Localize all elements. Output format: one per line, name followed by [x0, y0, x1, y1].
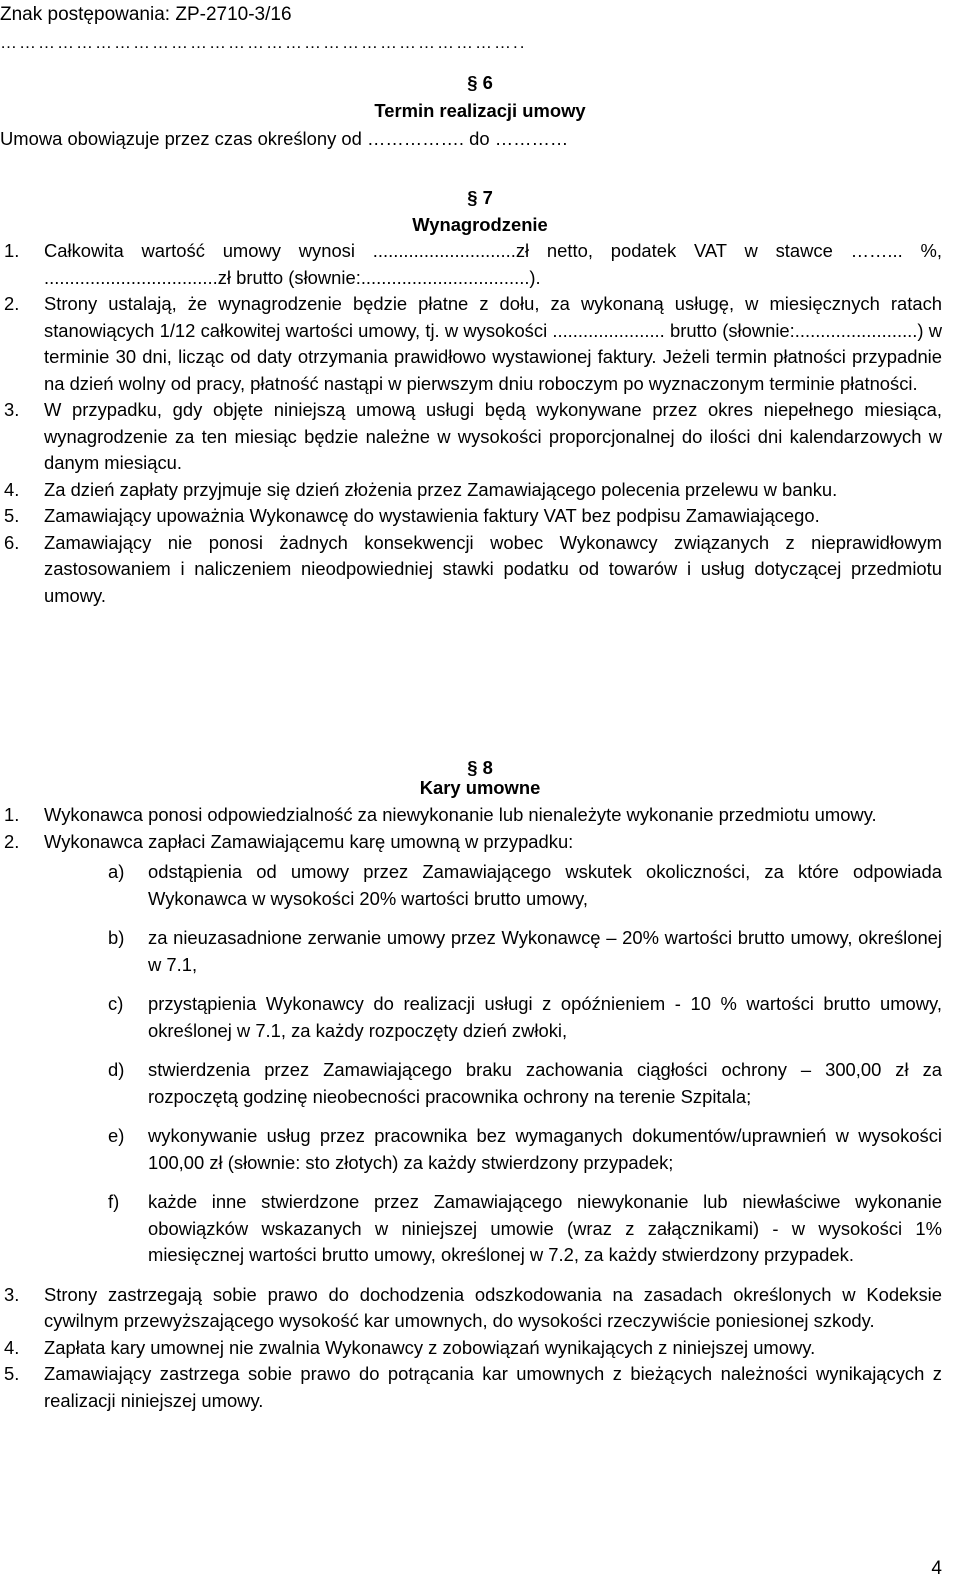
sub-item-text: każde inne stwierdzone przez Zamawiającego niewykonanie lub niewłaściwe wykonanie obowiązków wskazanych w niniejszej umowie (wraz z załącznikami) - w wysokości 1% miesięcznej wartości brutto umowy, określonej w 7.2, za każdy stwierdzony przypadek.: [148, 1191, 942, 1265]
paragraph-sign-icon: §: [467, 187, 478, 208]
list-item: [0, 397, 942, 477]
item-number: 6.: [4, 531, 20, 553]
paragraph-sign-icon: §: [467, 757, 478, 778]
item-number: 2.: [4, 293, 20, 314]
section-8-list: [0, 802, 942, 1414]
list-item: [0, 1335, 942, 1362]
sub-item-letter: d): [108, 1059, 125, 1080]
sub-item-letter: c): [108, 993, 124, 1014]
sub-item-text: wykonywanie usług przez pracownika bez wymaganych dokumentów/uprawnień w wysokości 100,00 zł (słownie: sto złotych) za każdy stwierdzony przypadek;: [148, 1125, 942, 1173]
list-item: [0, 503, 942, 530]
header-dots: ………………………………………………………………………..: [0, 33, 527, 52]
list-item: [0, 829, 942, 856]
item-number: 5.: [4, 505, 20, 526]
sub-item: [0, 925, 942, 978]
section-6-number: 6: [482, 72, 493, 93]
sub-item-letter: f): [108, 1191, 120, 1212]
item-text: Wykonawca zapłaci Zamawiającemu karę umowną w przypadku:: [44, 830, 574, 852]
sub-item-text: przystąpienia Wykonawcy do realizacji usługi z opóźnieniem - 10 % wartości brutto umowy, określonej w 7.1, za każdy rozpoczęty dzień zwłoki,: [148, 993, 942, 1041]
item-text: Całkowita wartość umowy wynosi ............................zł netto, podatek VAT w stawce ……... %, ..................................zł brutto (słownie:.................................).: [44, 240, 942, 288]
document-header: Znak postępowania: ZP-2710-3/16: [0, 4, 292, 25]
sub-item-text: odstąpienia od umowy przez Zamawiającego wskutek okoliczności, za które odpowiada Wykonawca w wysokości 20% wartości brutto umowy,: [148, 861, 942, 909]
sub-item-letter: b): [108, 927, 125, 948]
list-item: [0, 802, 942, 829]
list-item: [0, 291, 942, 397]
item-text: Strony zastrzegają sobie prawo do dochodzenia odszkodowania na zasadach określonych w Kodeksie cywilnym przewyższającego wysokość kar umownych, do wysokości rzeczywiście poniesionej szkody.: [44, 1283, 942, 1331]
item-number: 4.: [4, 1336, 20, 1358]
section-6-text: Umowa obowiązuje przez czas określony od ……………. do …………: [0, 128, 569, 149]
sub-item-text: za nieuzasadnione zerwanie umowy przez Wykonawcę – 20% wartości brutto umowy, określonej w 7.1,: [148, 927, 942, 975]
section-7-number: 7: [482, 187, 493, 208]
section-8-title: Kary umowne: [419, 777, 541, 798]
section-7-heading: [0, 185, 960, 212]
item-text: W przypadku, gdy objęte niniejszą umową usługi będą wykonywane przez okres niepełnego miesiąca, wynagrodzenie za ten miesiąc będzie należne w wysokości proporcjonalnej do ilości dni kalendarzowych w danym miesiącu.: [44, 399, 942, 473]
sub-item-letter: a): [108, 861, 125, 882]
list-item: [0, 238, 942, 291]
section-6-heading: [0, 70, 960, 97]
item-text: Za dzień zapłaty przyjmuje się dzień złożenia przez Zamawiającego polecenia przelewu w banku.: [44, 478, 838, 500]
item-number: 5.: [4, 1363, 20, 1384]
item-text: Zamawiający zastrzega sobie prawo do potrącania kar umownych z bieżących należności wynikających z realizacji niniejszej umowy.: [44, 1363, 942, 1411]
item-text: Zamawiający upoważnia Wykonawcę do wystawienia faktury VAT bez podpisu Zamawiającego.: [44, 505, 820, 526]
item-text: Zapłata kary umownej nie zwalnia Wykonawcy z zobowiązań wynikających z niniejszej umowy.: [44, 1336, 816, 1358]
list-item: [0, 477, 942, 504]
item-number: 3.: [4, 1283, 20, 1305]
sub-item: [0, 991, 942, 1044]
item-number: 2.: [4, 830, 20, 852]
section-7-list: [0, 238, 942, 609]
sub-item-text: stwierdzenia przez Zamawiającego braku zachowania ciągłości ochrony – 300,00 zł za rozpoczętą godzinę nieobecności pracownika ochrony na terenie Szpitala;: [148, 1059, 942, 1107]
sub-item: [0, 1123, 942, 1176]
sub-item: [0, 1057, 942, 1110]
sub-item: [0, 1189, 942, 1269]
section-7-title: Wynagrodzenie: [412, 214, 548, 235]
item-text: Strony ustalają, że wynagrodzenie będzie płatne z dołu, za wykonaną usługę, w miesięcznych ratach stanowiących 1/12 całkowitej wartości umowy, tj. w wysokości ...................... brutto (słownie:........................) w terminie 30 dni, licząc od daty otrzymania prawidłowo wystawionej faktury. Jeżeli termin płatności przypadnie na dzień wolny od pracy, płatność nastąpi w pierwszym dniu roboczym po wyznaczonym terminie płatności.: [44, 293, 942, 394]
item-text: Zamawiający nie ponosi żadnych konsekwencji wobec Wykonawcy związanych z nieprawidłowym zastosowaniem i naliczeniem nieodpowiedniej stawki podatku od towarów i usług dotyczącej przedmiotu umowy.: [44, 531, 942, 606]
section-6-title: Termin realizacji umowy: [374, 100, 586, 121]
list-item: [0, 530, 942, 610]
item-number: 3.: [4, 399, 20, 420]
item-number: 4.: [4, 478, 20, 500]
paragraph-sign-icon: §: [467, 72, 478, 93]
item-text: Wykonawca ponosi odpowiedzialność za niewykonanie lub nienależyte wykonanie przedmiotu umowy.: [44, 804, 877, 825]
list-item: [0, 1361, 942, 1414]
page-number: 4: [931, 1558, 942, 1579]
item-number: 1.: [4, 240, 20, 261]
sub-item: [0, 859, 942, 912]
section-8-number: 8: [482, 757, 493, 778]
sub-item-letter: e): [108, 1125, 125, 1146]
list-item: [0, 1282, 942, 1335]
item-number: 1.: [4, 804, 20, 825]
